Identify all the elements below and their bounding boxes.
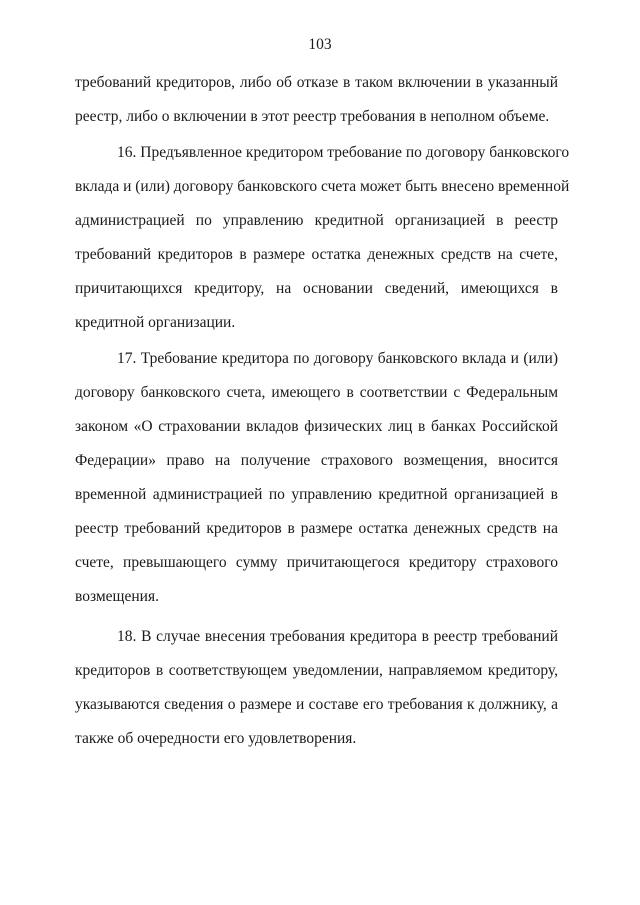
text-line: законом «О страховании вкладов физических лиц в банках Российской: [75, 418, 558, 435]
text-line: причитающихся кредитору, на основании сведений, имеющихся в: [75, 280, 558, 297]
paragraph-16: [75, 136, 570, 340]
paragraph-continuation: [75, 66, 558, 134]
page-number: 103: [308, 36, 332, 53]
paragraph-18: [75, 620, 558, 756]
text-line: 17. Требование кредитора по договору банковского вклада и (или): [117, 350, 558, 367]
text-line: 16. Предъявленное кредитором требование по договору банковского: [117, 144, 570, 161]
text-line: временной администрацией по управлению кредитной организацией в: [75, 486, 558, 503]
text-line: также об очередности его удовлетворения.: [75, 730, 357, 747]
text-line: возмещения.: [75, 588, 159, 605]
text-line: 18. В случае внесения требования кредитора в реестр требований: [117, 628, 558, 645]
paragraph-17: [75, 342, 558, 614]
text-line: администрацией по управлению кредитной организацией в реестр: [75, 212, 558, 229]
text-line: реестр, либо о включении в этот реестр требования в неполном объеме.: [75, 108, 550, 125]
text-line: требований кредиторов в размере остатка денежных средств на счете,: [75, 246, 558, 263]
text-line: указываются сведения о размере и составе его требования к должнику, а: [75, 696, 558, 713]
text-line: кредитной организации.: [75, 314, 236, 331]
text-line: Федерации» право на получение страхового возмещения, вносится: [75, 452, 558, 469]
text-line: кредиторов в соответствующем уведомлении, направляемом кредитору,: [75, 662, 558, 679]
text-line: реестр требований кредиторов в размере остатка денежных средств на: [75, 520, 558, 537]
text-line: договору банковского счета, имеющего в соответствии с Федеральным: [75, 384, 558, 401]
text-line: вклада и (или) договору банковского счета может быть внесено временной: [75, 178, 570, 195]
text-line: требований кредиторов, либо об отказе в таком включении в указанный: [75, 74, 558, 91]
text-line: счете, превышающего сумму причитающегося кредитору страхового: [75, 554, 558, 571]
